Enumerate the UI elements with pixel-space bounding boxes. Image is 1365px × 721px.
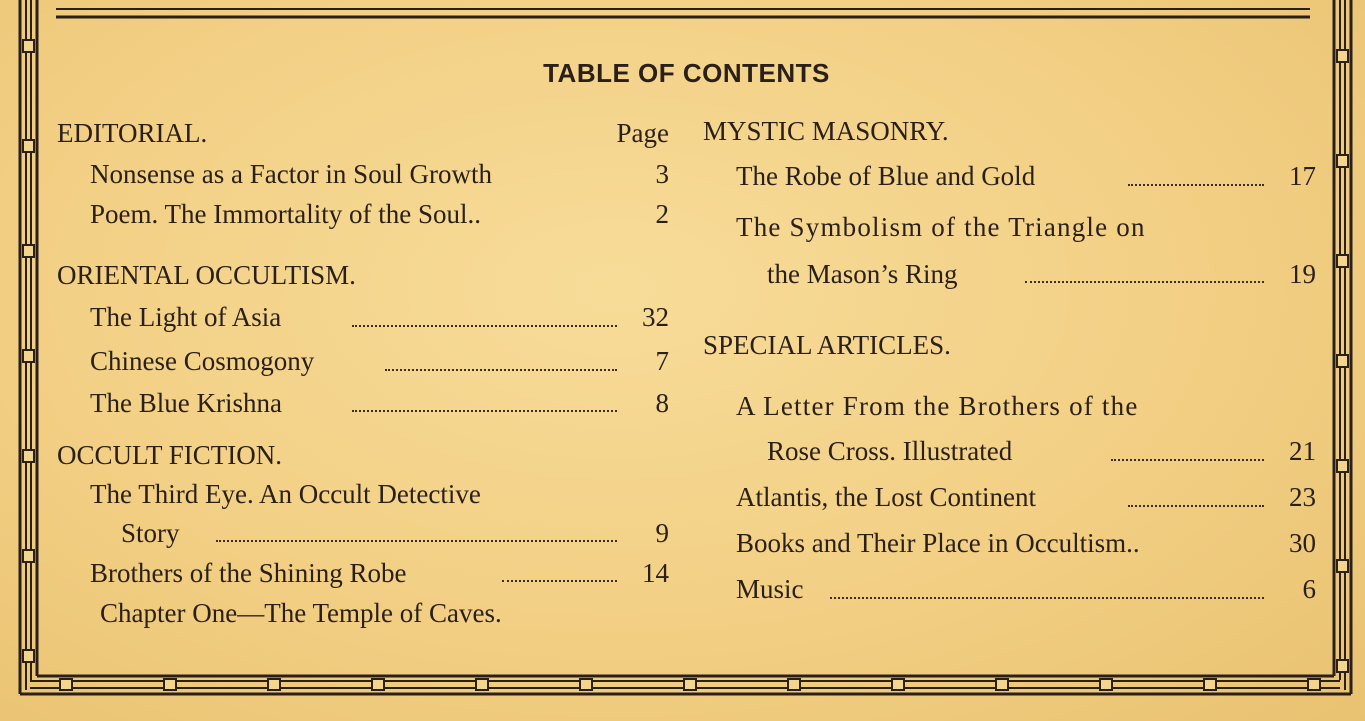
border-ornament <box>684 679 696 690</box>
entry-page-number: 9 <box>655 518 669 548</box>
page-title: TABLE OF CONTENTS <box>543 58 830 88</box>
toc-entry-continued[interactable] <box>767 254 1316 294</box>
right-column <box>703 110 1316 612</box>
toc-entry[interactable] <box>736 384 1316 428</box>
section-heading <box>703 110 1316 152</box>
section-heading-special: SPECIAL ARTICLES. <box>703 330 951 360</box>
left-column <box>57 112 669 633</box>
entry-title: Chapter One—The Temple of Caves. <box>100 598 502 628</box>
toc-entry[interactable] <box>90 383 669 423</box>
toc-entry-continued[interactable] <box>767 428 1316 474</box>
toc-entry[interactable] <box>90 339 669 383</box>
entry-title: Books and Their Place in Occultism.. <box>736 528 1140 558</box>
border-ornament <box>1337 460 1348 472</box>
toc-entry[interactable] <box>90 475 669 513</box>
entry-title: Music <box>736 574 804 604</box>
entry-title: The Blue Krishna <box>90 388 282 418</box>
dot-leader <box>352 325 617 327</box>
border-ornament <box>23 40 34 52</box>
toc-entry[interactable] <box>736 200 1316 254</box>
border-ornament <box>23 550 34 562</box>
entry-page-number: 8 <box>655 388 669 418</box>
border-ornament <box>23 450 34 462</box>
entry-title: The Symbolism of the Triangle on <box>736 212 1146 242</box>
border-ornament <box>268 679 280 690</box>
entry-title: The Light of Asia <box>90 302 282 332</box>
border-ornament <box>23 245 34 257</box>
entry-page-number: 17 <box>1289 161 1316 191</box>
page-column-label: Page <box>616 118 669 148</box>
entry-page-number: 19 <box>1289 259 1316 289</box>
toc-entry[interactable] <box>90 194 669 234</box>
entry-page-number: 32 <box>642 302 669 332</box>
entry-title: The Robe of Blue and Gold <box>736 161 1036 191</box>
section-heading-masonry: MYSTIC MASONRY. <box>703 116 949 146</box>
section-heading <box>57 112 669 154</box>
border-ornament <box>1100 679 1112 690</box>
border-ornament <box>1337 155 1348 167</box>
dot-leader <box>830 597 1264 599</box>
entry-title: Chinese Cosmogony <box>90 346 315 376</box>
entry-page-number: 21 <box>1289 436 1316 466</box>
toc-entry[interactable] <box>100 593 669 633</box>
border-ornament <box>1337 255 1348 267</box>
entry-title-continued: the Mason’s Ring <box>767 259 958 289</box>
dot-leader <box>352 410 617 412</box>
dot-leader <box>385 369 617 371</box>
entry-page-number: 30 <box>1289 528 1316 558</box>
dot-leader <box>1128 505 1264 507</box>
section-heading <box>57 255 669 295</box>
border-ornament <box>23 140 34 152</box>
toc-entry[interactable] <box>90 553 669 593</box>
border-ornament <box>788 679 800 690</box>
entry-page-number: 6 <box>1302 574 1316 604</box>
border-ornament <box>580 679 592 690</box>
section-heading-oriental: ORIENTAL OCCULTISM. <box>57 260 356 290</box>
toc-entry[interactable] <box>736 474 1316 520</box>
toc-entry[interactable] <box>736 566 1316 612</box>
toc-entry[interactable] <box>90 154 669 194</box>
entry-page-number: 3 <box>655 159 669 189</box>
entry-title: Poem. The Immortality of the Soul.. <box>90 199 481 229</box>
border-ornament <box>164 679 176 690</box>
toc-entry[interactable] <box>736 152 1316 200</box>
entry-title-continued: Rose Cross. Illustrated <box>767 436 1013 466</box>
border-ornament <box>23 650 34 662</box>
entry-title: Atlantis, the Lost Continent <box>736 482 1036 512</box>
section-heading-fiction: OCCULT FICTION. <box>57 440 283 470</box>
toc-entry-continued[interactable] <box>121 513 669 553</box>
entry-title-continued: Story <box>121 518 180 548</box>
entry-page-number: 14 <box>642 558 669 588</box>
border-ornament <box>23 350 34 362</box>
dot-leader <box>502 580 617 582</box>
border-ornament <box>892 679 904 690</box>
border-ornament <box>60 679 72 690</box>
border-ornament <box>1337 355 1348 367</box>
border-ornament <box>1204 679 1216 690</box>
entry-page-number: 7 <box>655 346 669 376</box>
section-heading-editorial: EDITORIAL. <box>57 118 208 148</box>
entry-page-number: 2 <box>655 199 669 229</box>
border-ornament <box>1337 560 1348 572</box>
border-ornament <box>476 679 488 690</box>
section-heading <box>57 435 669 475</box>
border-ornament <box>996 679 1008 690</box>
border-ornament <box>1337 660 1348 672</box>
entry-title: Nonsense as a Factor in Soul Growth <box>90 159 492 189</box>
toc-entry[interactable] <box>736 520 1316 566</box>
entry-title: The Third Eye. An Occult Detective <box>90 479 481 509</box>
section-heading <box>703 324 1316 366</box>
border-ornament <box>372 679 384 690</box>
dot-leader <box>1111 459 1264 461</box>
entry-title: A Letter From the Brothers of the <box>736 391 1139 421</box>
entry-title: Brothers of the Shining Robe <box>90 558 407 588</box>
dot-leader <box>1025 281 1264 283</box>
dot-leader <box>216 540 617 542</box>
border-ornament <box>1308 679 1320 690</box>
entry-page-number: 23 <box>1289 482 1316 512</box>
toc-entry[interactable] <box>90 295 669 339</box>
dot-leader <box>1128 184 1264 186</box>
